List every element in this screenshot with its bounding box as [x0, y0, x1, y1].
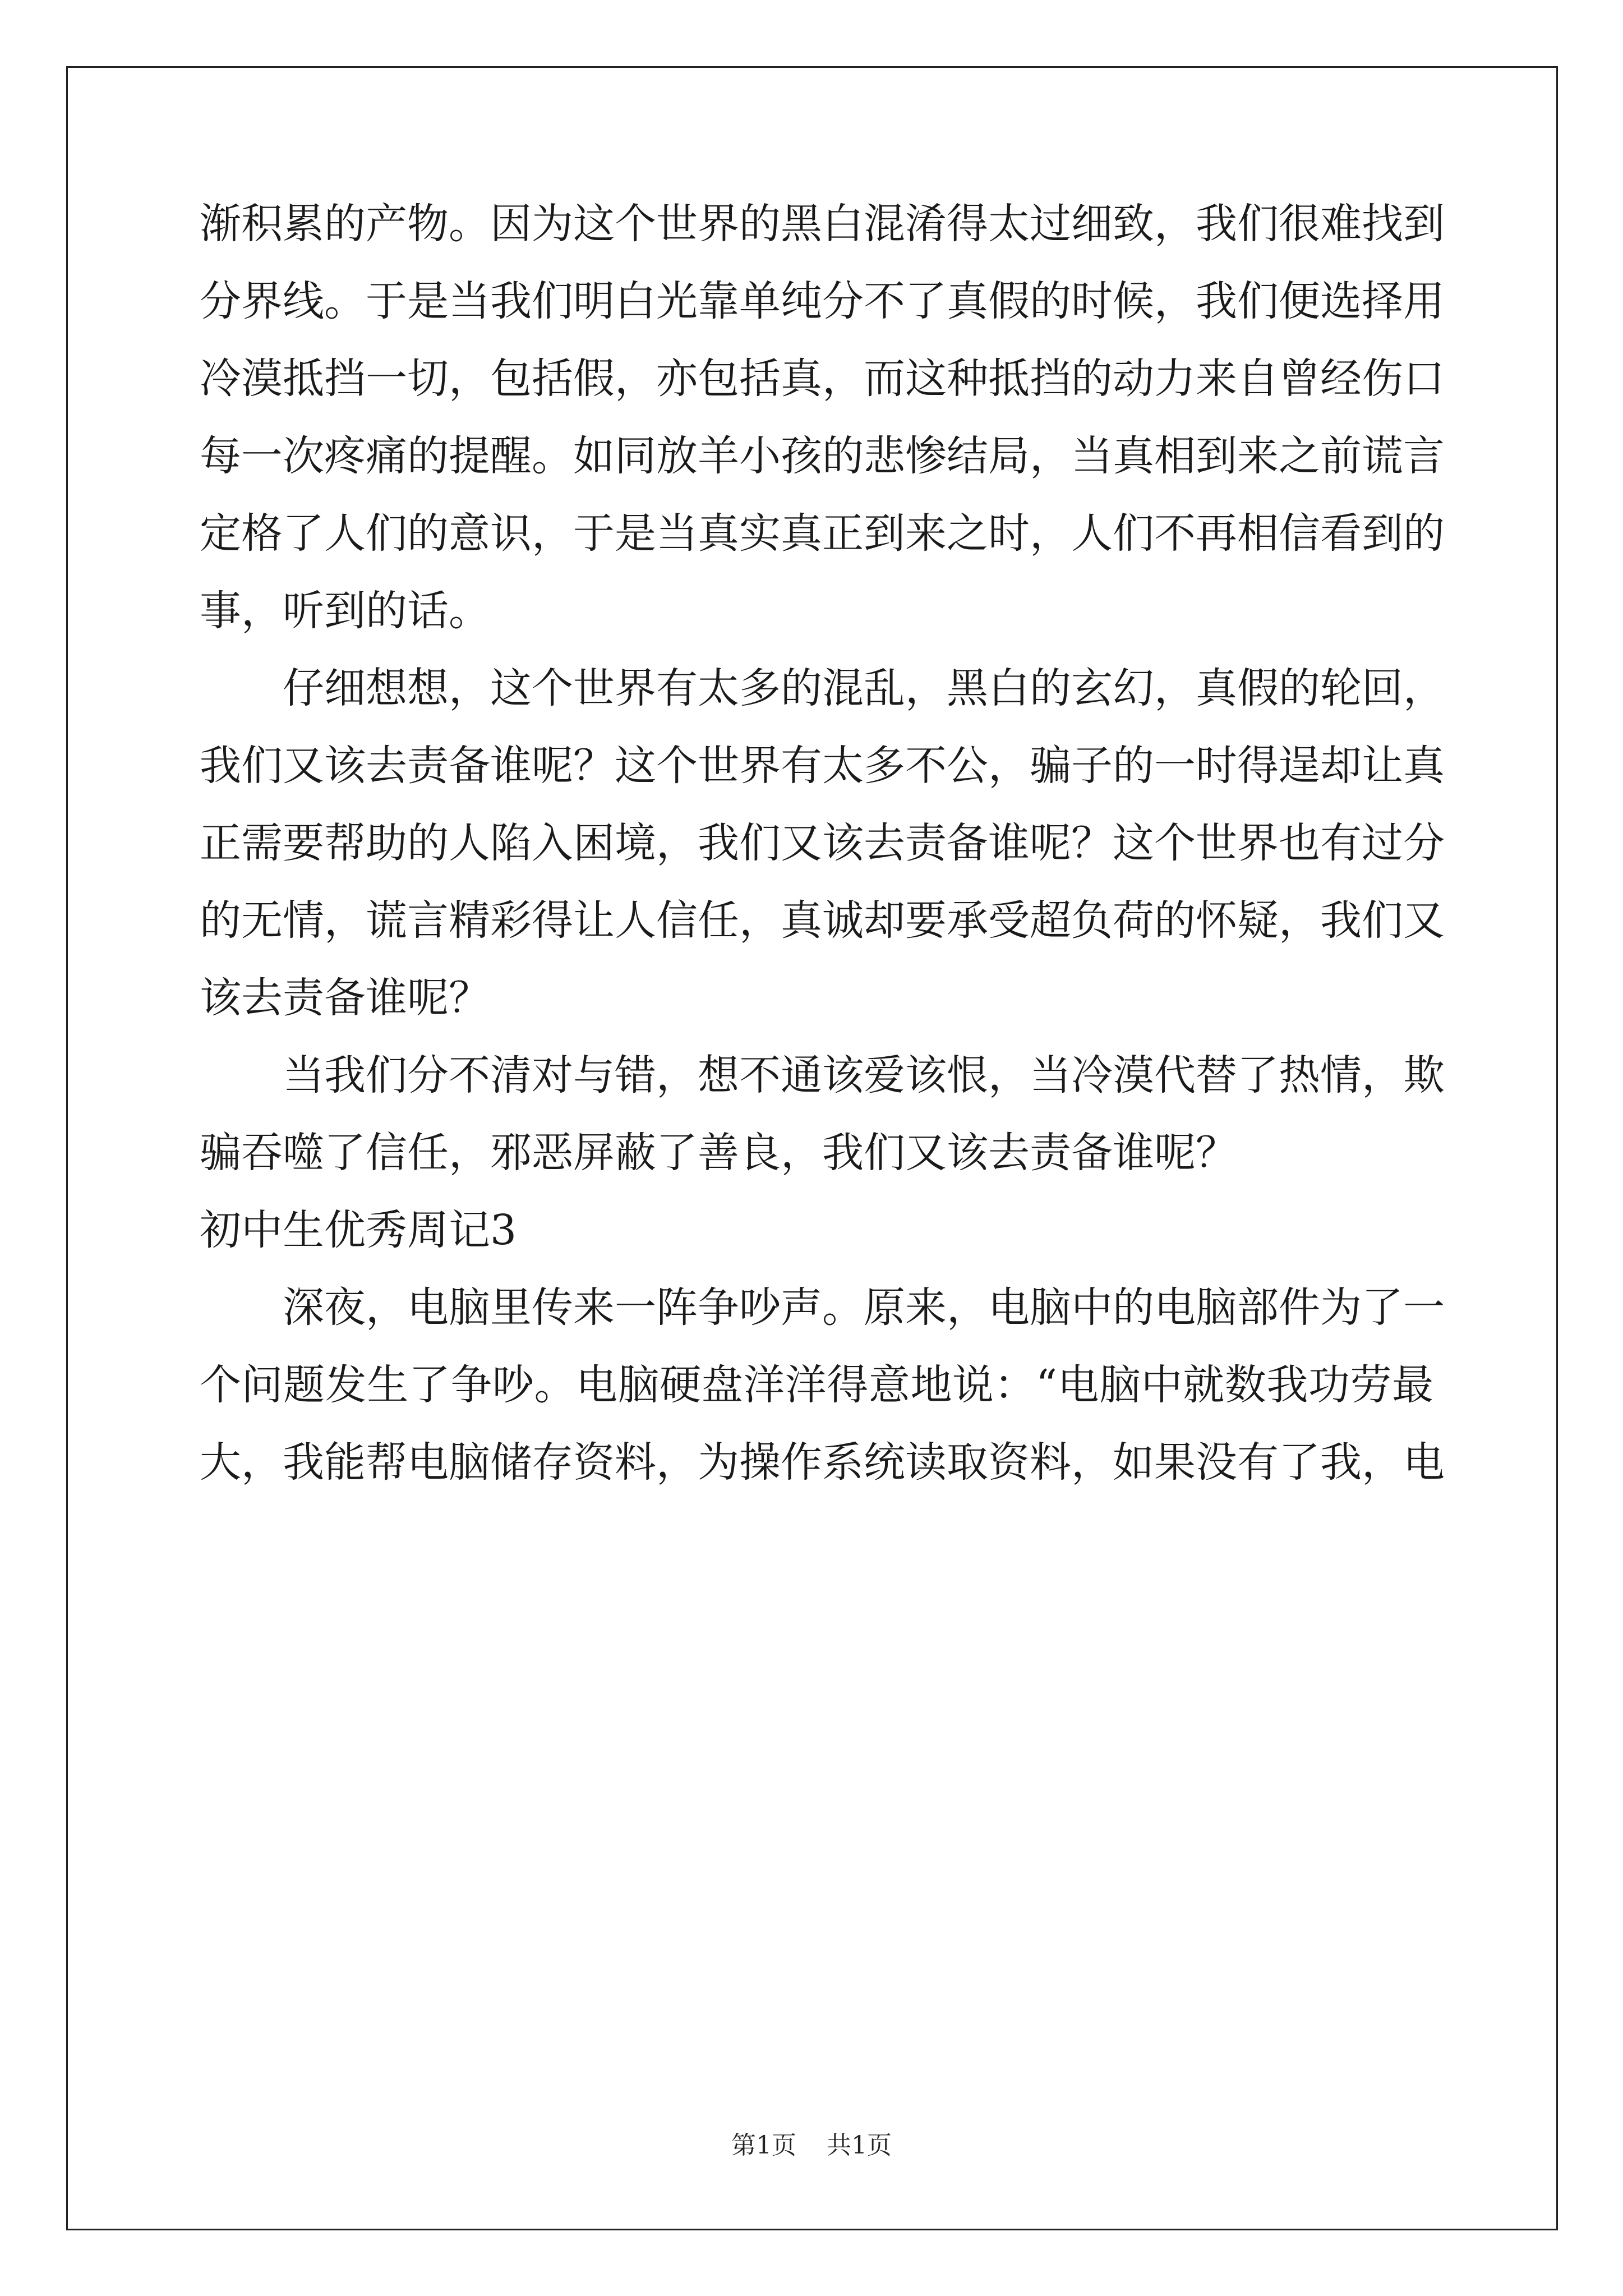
document-body [200, 185, 1445, 1501]
text-line: 正需要帮助的人陷入困境，我们又该去责备谁呢？这个世界也有过分 [200, 819, 1445, 867]
text-line: 渐积累的产物。因为这个世界的黑白混淆得太过细致，我们很难找到 [200, 200, 1445, 248]
text-line: 个问题发生了争吵。电脑硬盘洋洋得意地说：“电脑中就数我功劳最 [200, 1361, 1433, 1409]
text-line: 骗吞噬了信任，邪恶屏蔽了善良，我们又该去责备谁呢？ [200, 1129, 1237, 1177]
page-total: 共1页 [827, 2131, 892, 2160]
text-line: 该去责备谁呢？ [200, 974, 490, 1022]
page-number: 第1页 [731, 2131, 796, 2160]
page-footer [0, 2129, 1623, 2162]
text-line: 事，听到的话。 [200, 587, 490, 635]
paragraph [200, 185, 1445, 650]
text-line: 深夜，电脑里传来一阵争吵声。原来，电脑中的电脑部件为了一 [283, 1283, 1445, 1332]
paragraph [200, 1037, 1445, 1191]
text-line: 的无情，谎言精彩得让人信任，真诚却要承受超负荷的怀疑，我们又 [200, 896, 1445, 945]
text-line: 定格了人们的意识，于是当真实真正到来之时，人们不再相信看到的 [200, 509, 1445, 558]
paragraph [200, 1269, 1445, 1501]
text-line: 分界线。于是当我们明白光靠单纯分不了真假的时候，我们便选择用 [200, 277, 1445, 325]
text-line: 冷漠抵挡一切，包括假，亦包括真，而这种抵挡的动力来自曾经伤口 [200, 355, 1445, 403]
text-line: 每一次疼痛的提醒。如同放羊小孩的悲惨结局，当真相到来之前谎言 [200, 432, 1445, 480]
text-line: 大，我能帮电脑储存资料，为操作系统读取资料，如果没有了我，电 [200, 1438, 1445, 1487]
section-heading: 初中生优秀周记3 [200, 1206, 517, 1254]
text-line: 仔细想想，这个世界有太多的混乱，黑白的玄幻，真假的轮回， [283, 664, 1445, 712]
paragraph [200, 650, 1445, 1037]
text-line: 我们又该去责备谁呢？这个世界有太多不公，骗子的一时得逞却让真 [200, 742, 1445, 790]
text-line: 当我们分不清对与错，想不通该爱该恨，当冷漠代替了热情，欺 [283, 1051, 1445, 1099]
